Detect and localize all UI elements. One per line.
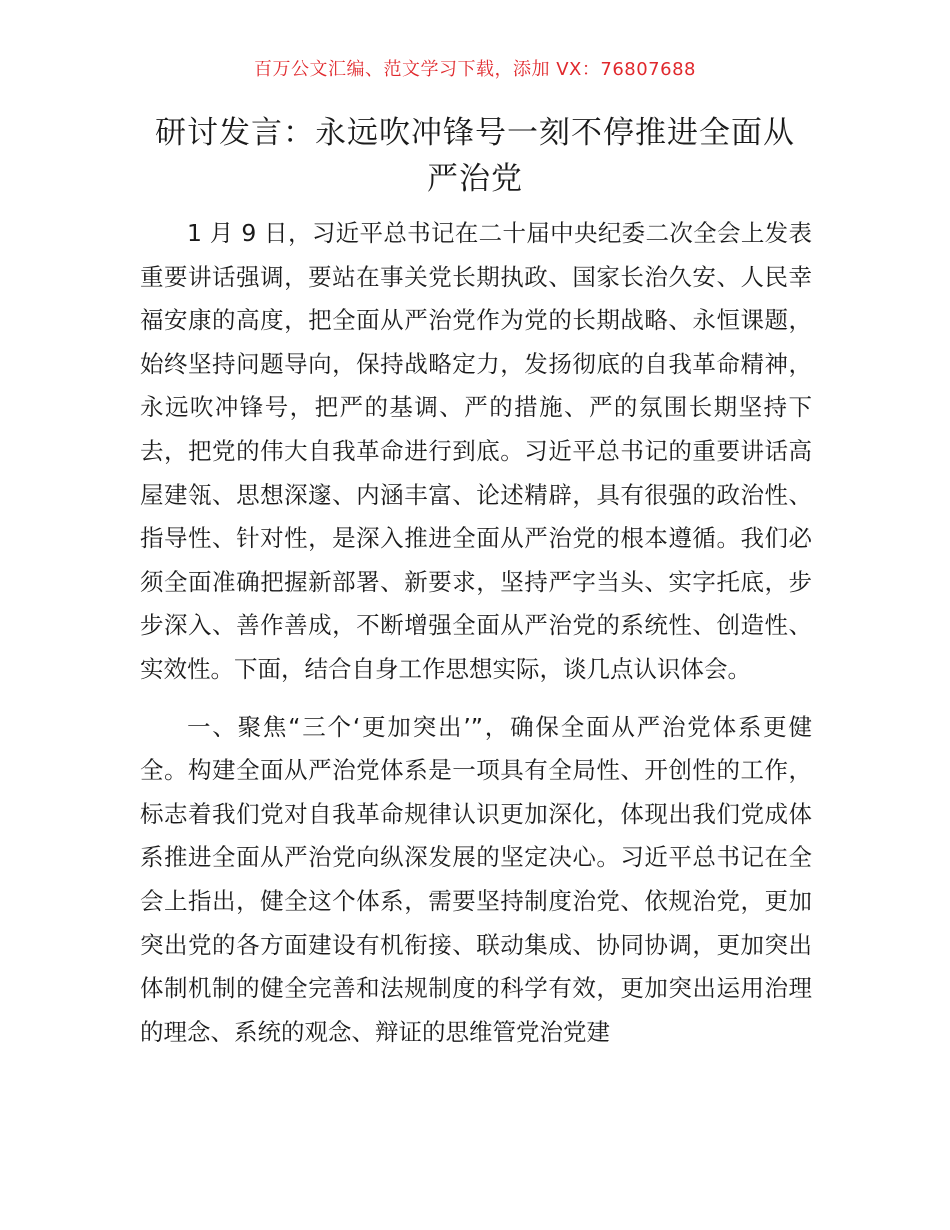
promo-banner: 百万公文汇编、范文学习下载，添加 VX：76807688 [254,59,696,80]
document-body [140,212,812,1054]
paragraph-section-one: 一、聚焦“三个‘更加突出’”，确保全面从严治党体系更健全。构建全面从严治党体系是一项具有全局性、开创性的工作，标志着我们党对自我革命规律认识更加深化，体现出我们党成体系推进全面从严治党向纵深发展的坚定决心。习近平总书记在全会上指出，健全这个体系，需要坚持制度治党、依规治党，更加突出党的各方面建设有机衔接、联动集成、协同协调，更加突出体制机制的健全完善和法规制度的科学有效，更加突出运用治理的理念、系统的观念、辩证的思维管党治党建 [140,712,812,1046]
document-title: 研讨发言：永远吹冲锋号一刻不停推进全面从严治党 [155,115,795,197]
paragraph-intro: 1 月 9 日，习近平总书记在二十届中央纪委二次全会上发表重要讲话强调，要站在事关党长期执政、国家长治久安、人民幸福安康的高度，把全面从严治党作为党的长期战略、永恒课题，始终坚持问题导向，保持战略定力，发扬彻底的自我革命精神，永远吹冲锋号，把严的基调、严的措施、严的氛围长期坚持下去，把党的伟大自我革命进行到底。习近平总书记的重要讲话高屋建瓴、思想深邃、内涵丰富、论述精辟，具有很强的政治性、指导性、针对性，是深入推进全面从严治党的根本遵循。我们必须全面准确把握新部署、新要求，坚持严字当头、实字托底，步步深入、善作善成，不断增强全面从严治党的系统性、创造性、实效性。下面，结合自身工作思想实际，谈几点认识体会。 [140,219,812,683]
